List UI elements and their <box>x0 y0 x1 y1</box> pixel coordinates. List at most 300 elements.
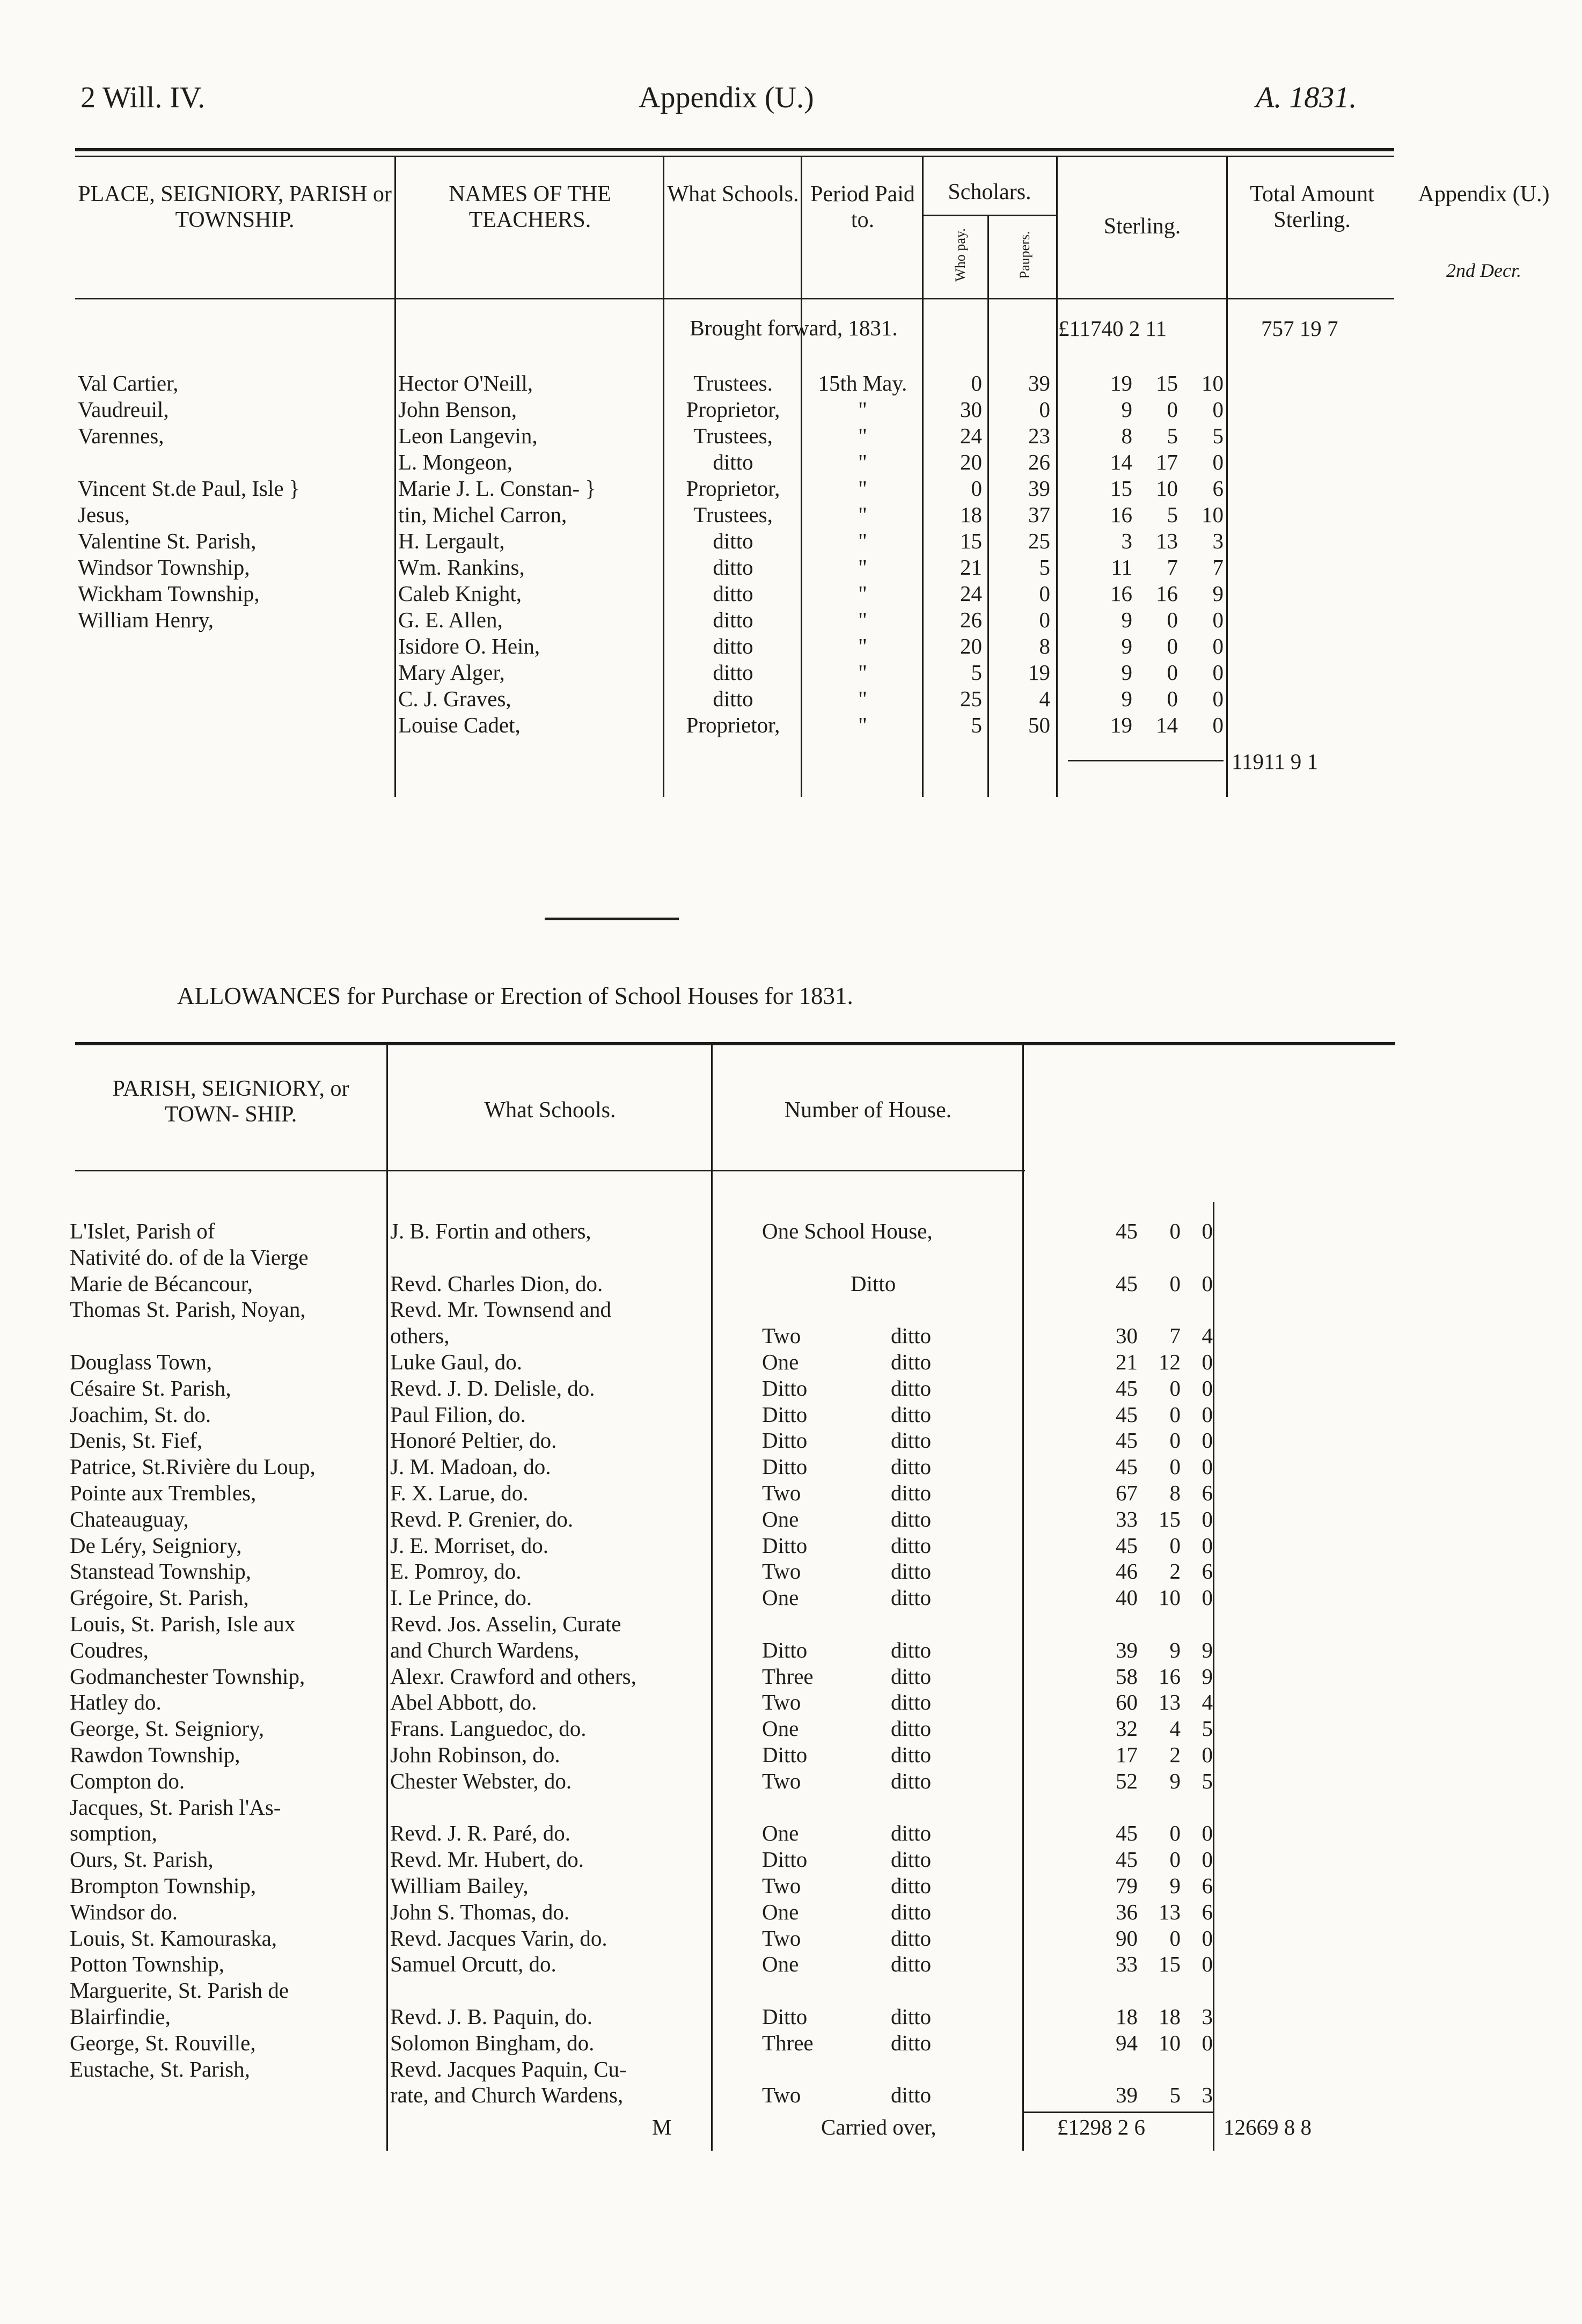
table1-cell-teacher: Caleb Knight, <box>398 581 522 606</box>
table1-cell-period: " <box>858 660 867 685</box>
allowance-cell-l: 67 <box>1116 1480 1138 1505</box>
table1-cell-place: Varennes, <box>78 423 164 448</box>
table1-cell-period: " <box>858 686 867 711</box>
allowance-cell-ditto: ditto <box>891 1663 932 1689</box>
allowance-cell-d: 0 <box>1202 1375 1213 1401</box>
allowance-cell-num: One <box>762 1952 799 1977</box>
allowance-cell-l: 39 <box>1116 2083 1138 2108</box>
allowance-cell-s: 0 <box>1169 1402 1181 1427</box>
table1-top-rule-thin <box>75 156 1394 157</box>
allowance-cell-school: Revd. Jacques Paquin, Cu- <box>390 2056 627 2081</box>
table1-cell-pau: 23 <box>1028 423 1050 448</box>
allowance-cell-parish: Patrice, St.Rivière du Loup, <box>70 1454 316 1479</box>
allowance-cell-s: 18 <box>1159 2004 1181 2029</box>
allowance-cell-num: One <box>762 1350 799 1374</box>
allowance-cell-l: 52 <box>1116 1768 1138 1793</box>
table1-cell-l: 19 <box>1110 371 1132 395</box>
allowance-cell-school: I. Le Prince, do. <box>390 1585 532 1610</box>
allowance-cell-school: E. Pomroy, do. <box>390 1559 522 1584</box>
table1-cell-teacher: C. J. Graves, <box>398 686 511 711</box>
allowance-cell-s: 0 <box>1169 1375 1181 1401</box>
table1-cell-school: Trustees. <box>693 371 773 395</box>
allowance-cell-parish: Windsor do. <box>70 1899 178 1924</box>
allowance-cell-parish: De Léry, Seigniory, <box>70 1533 242 1558</box>
allowance-cell-num: Two <box>762 2083 801 2108</box>
th-total: Total Amount Sterling. <box>1250 182 1374 232</box>
table1-cell-school: ditto <box>713 686 753 711</box>
table1-cell-l: 9 <box>1121 660 1132 685</box>
table1-cell-period: " <box>858 607 867 632</box>
allowance-cell-parish: Pointe aux Trembles, <box>70 1480 257 1505</box>
table1-cell-pau: 25 <box>1028 529 1050 553</box>
table1-cell-d: 3 <box>1212 529 1224 553</box>
table1-cell-pau: 8 <box>1039 634 1050 658</box>
table1-vrule <box>663 156 664 797</box>
table1-cell-who: 24 <box>960 423 982 448</box>
allowance-cell-l: 32 <box>1116 1716 1138 1741</box>
allowance-cell-school: Revd. P. Grenier, do. <box>390 1506 574 1531</box>
th-who-pay: Who pay. <box>953 228 968 282</box>
table1-cell-school: Proprietor, <box>686 476 780 501</box>
table1-cell-school: Proprietor, <box>686 397 780 422</box>
table1-cell-who: 0 <box>971 371 982 395</box>
allowance-cell-ditto: ditto <box>891 1533 932 1558</box>
allowance-cell-l: 40 <box>1116 1585 1138 1610</box>
table1-cell-d: 0 <box>1212 607 1224 632</box>
allowance-cell-d: 0 <box>1202 1506 1213 1531</box>
allowance-cell-d: 9 <box>1202 1663 1213 1689</box>
brought-forward-label: Brought forward, 1831. <box>690 316 898 340</box>
allowance-cell-num: Ditto <box>762 1742 808 1767</box>
allowance-cell-l: 46 <box>1116 1559 1138 1584</box>
table1-cell-s: 7 <box>1167 555 1178 580</box>
page-header-right: A. 1831. <box>1256 81 1357 114</box>
allowance-cell-school: Honoré Peltier, do. <box>390 1428 557 1453</box>
table1-cell-period: " <box>858 634 867 658</box>
allowance-cell-ditto: ditto <box>891 1899 932 1924</box>
table1-cell-who: 21 <box>960 555 982 580</box>
allowance-cell-school: Solomon Bingham, do. <box>390 2030 595 2055</box>
allowance-cell-l: 94 <box>1116 2030 1138 2055</box>
table1-cell-period: " <box>858 502 867 527</box>
allowances-vrule <box>1022 1045 1024 2151</box>
allowance-cell-parish: L'Islet, Parish of <box>70 1219 215 1243</box>
allowance-cell-school: Abel Abbott, do. <box>390 1690 537 1715</box>
table1-cell-teacher: Hector O'Neill, <box>398 371 533 395</box>
table1-cell-d: 0 <box>1212 397 1224 422</box>
signature-mark: M <box>652 2115 672 2139</box>
allowance-cell-num: Ditto <box>851 1271 896 1296</box>
table1-cell-who: 20 <box>960 450 982 474</box>
allowance-cell-ditto: ditto <box>891 2004 932 2029</box>
allowance-cell-l: 17 <box>1116 1742 1138 1767</box>
table1-cell-place: Vaudreuil, <box>78 397 169 422</box>
allowance-cell-ditto: ditto <box>891 1847 932 1872</box>
allowance-cell-school: Paul Filion, do. <box>390 1402 526 1427</box>
allowance-cell-s: 16 <box>1159 1663 1181 1689</box>
allowance-cell-d: 0 <box>1202 1585 1213 1610</box>
th-scholars: Scholars. <box>948 180 1031 204</box>
allowance-cell-num: Two <box>762 1559 801 1584</box>
allowance-cell-parish: Nativité do. of de la Vierge <box>70 1244 309 1270</box>
allowance-cell-l: 58 <box>1116 1663 1138 1689</box>
allowance-cell-school: Alexr. Crawford and others, <box>390 1663 636 1689</box>
allowance-cell-l: 45 <box>1116 1821 1138 1846</box>
table1-cell-l: 14 <box>1110 450 1132 474</box>
table1-cell-place: Val Cartier, <box>78 371 179 395</box>
allowance-cell-parish: Blairfindie, <box>70 2004 171 2029</box>
table1-cell-place: Vincent St.de Paul, Isle } <box>78 476 300 501</box>
allowance-cell-d: 0 <box>1202 1219 1213 1243</box>
allowance-cell-s: 5 <box>1169 2083 1181 2108</box>
allowance-cell-parish: somption, <box>70 1821 157 1846</box>
allowance-cell-d: 0 <box>1202 1402 1213 1427</box>
table1-cell-period: " <box>858 476 867 501</box>
allowance-cell-ditto: ditto <box>891 1428 932 1453</box>
th-teachers: NAMES OF THE TEACHERS. <box>449 182 611 232</box>
carried-over-sterling: £1298 2 6 <box>1057 2115 1145 2139</box>
table1-cell-d: 0 <box>1212 686 1224 711</box>
allowance-cell-l: 33 <box>1116 1952 1138 1977</box>
allowance-cell-d: 0 <box>1202 1742 1213 1767</box>
allowance-cell-s: 0 <box>1169 1925 1181 1951</box>
table1-cell-teacher: H. Lergault, <box>398 529 505 553</box>
allowance-cell-parish: Compton do. <box>70 1768 185 1793</box>
table1-cell-pau: 4 <box>1039 686 1050 711</box>
allowance-cell-school: Chester Webster, do. <box>390 1768 572 1793</box>
carried-over-label: Carried over, <box>821 2115 936 2139</box>
allowance-cell-parish: Césaire St. Parish, <box>70 1375 231 1401</box>
allowance-cell-school: Revd. J. B. Paquin, do. <box>390 2004 592 2029</box>
table1-cell-school: ditto <box>713 607 753 632</box>
allowance-cell-num: Two <box>762 1873 801 1898</box>
allowance-cell-ditto: ditto <box>891 1637 932 1662</box>
allowance-cell-num: Two <box>762 1925 801 1951</box>
table1-cell-l: 9 <box>1121 607 1132 632</box>
allowance-cell-ditto: ditto <box>891 1350 932 1374</box>
allowance-cell-ditto: ditto <box>891 1480 932 1505</box>
page-header-left: 2 Will. IV. <box>80 81 206 114</box>
table1-cell-l: 9 <box>1121 397 1132 422</box>
table1-cell-d: 0 <box>1212 660 1224 685</box>
allowance-cell-school: J. B. Fortin and others, <box>390 1219 591 1243</box>
table1-cell-s: 13 <box>1156 529 1178 553</box>
table1-cell-teacher: John Benson, <box>398 397 517 422</box>
allowance-cell-school: Revd. Mr. Townsend and <box>390 1297 612 1322</box>
table1-cell-l: 9 <box>1121 634 1132 658</box>
table1-cell-teacher: Wm. Rankins, <box>398 555 525 580</box>
allowance-cell-d: 0 <box>1202 1350 1213 1374</box>
table1-cell-place: Windsor Township, <box>78 555 250 580</box>
table1-cell-l: 16 <box>1110 502 1132 527</box>
allowance-cell-num: One <box>762 1585 799 1610</box>
allowance-cell-num: One <box>762 1899 799 1924</box>
table1-cell-who: 18 <box>960 502 982 527</box>
allowance-cell-l: 60 <box>1116 1690 1138 1715</box>
table1-cell-teacher: tin, Michel Carron, <box>398 502 567 527</box>
table1-cell-pau: 19 <box>1028 660 1050 685</box>
table1-cell-l: 3 <box>1121 529 1132 553</box>
allowance-cell-d: 3 <box>1202 2083 1213 2108</box>
allowance-cell-ditto: ditto <box>891 1559 932 1584</box>
allowances-vrule <box>711 1045 713 2151</box>
ath-schools: What Schools. <box>484 1098 616 1123</box>
allowance-cell-s: 9 <box>1169 1873 1181 1898</box>
allowance-cell-d: 4 <box>1202 1323 1213 1348</box>
allowance-cell-d: 6 <box>1202 1559 1213 1584</box>
table1-cell-school: ditto <box>713 450 753 474</box>
allowance-cell-s: 2 <box>1169 1742 1181 1767</box>
allowance-cell-num: One School House, <box>762 1219 933 1243</box>
table1-cell-teacher: Isidore O. Hein, <box>398 634 540 658</box>
allowance-cell-l: 33 <box>1116 1506 1138 1531</box>
allowance-cell-ditto: ditto <box>891 1454 932 1479</box>
allowance-cell-d: 3 <box>1202 2004 1213 2029</box>
allowance-cell-l: 45 <box>1116 1428 1138 1453</box>
table1-cell-teacher: Leon Langevin, <box>398 423 538 448</box>
allowance-cell-l: 79 <box>1116 1873 1138 1898</box>
allowance-cell-ditto: ditto <box>891 1821 932 1846</box>
table1-cell-l: 19 <box>1110 713 1132 737</box>
table1-cell-s: 5 <box>1167 502 1178 527</box>
table1-cell-school: Trustees, <box>693 423 773 448</box>
table1-cell-period: " <box>858 529 867 553</box>
table1-cell-pau: 0 <box>1039 581 1050 606</box>
allowance-cell-ditto: ditto <box>891 2030 932 2055</box>
allowance-cell-l: 39 <box>1116 1637 1138 1662</box>
th-appendix: Appendix (U.) <box>1418 182 1550 207</box>
allowance-cell-num: Three <box>762 1663 814 1689</box>
table1-cell-d: 5 <box>1212 423 1224 448</box>
allowance-cell-ditto: ditto <box>891 1323 932 1348</box>
table1-cell-place: Valentine St. Parish, <box>78 529 257 553</box>
allowance-cell-d: 6 <box>1202 1873 1213 1898</box>
table1-cell-teacher: G. E. Allen, <box>398 607 503 632</box>
table1-cell-s: 0 <box>1167 686 1178 711</box>
scholars-subrule <box>923 215 1056 216</box>
table1-cell-who: 25 <box>960 686 982 711</box>
allowance-cell-parish: Louis, St. Parish, Isle aux <box>70 1611 296 1636</box>
allowance-cell-school: Revd. Charles Dion, do. <box>390 1271 603 1296</box>
table1-cell-teacher: L. Mongeon, <box>398 450 512 474</box>
allowance-cell-s: 0 <box>1169 1821 1181 1846</box>
th-sterling: Sterling. <box>1103 214 1181 239</box>
allowance-cell-ditto: ditto <box>891 2083 932 2108</box>
allowance-cell-parish: George, St. Rouville, <box>70 2030 256 2055</box>
table1-cell-who: 15 <box>960 529 982 553</box>
allowance-cell-ditto: ditto <box>891 1952 932 1977</box>
table1-cell-school: ditto <box>713 581 753 606</box>
allowance-cell-num: Two <box>762 1768 801 1793</box>
allowance-cell-school: Revd. J. R. Paré, do. <box>390 1821 570 1846</box>
allowance-cell-d: 6 <box>1202 1899 1213 1924</box>
allowance-cell-num: Two <box>762 1690 801 1715</box>
allowance-cell-num: One <box>762 1716 799 1741</box>
table1-cell-pau: 39 <box>1028 371 1050 395</box>
allowance-cell-d: 5 <box>1202 1716 1213 1741</box>
allowance-cell-num: Two <box>762 1480 801 1505</box>
table1-cell-place: Wickham Township, <box>78 581 260 606</box>
table1-cell-l: 15 <box>1110 476 1132 501</box>
table1-cell-who: 30 <box>960 397 982 422</box>
table1-cell-d: 0 <box>1212 634 1224 658</box>
table1-cell-l: 8 <box>1121 423 1132 448</box>
allowance-cell-l: 21 <box>1116 1350 1138 1374</box>
table1-cell-school: Trustees, <box>693 502 773 527</box>
carried-over-rule <box>1022 2112 1213 2113</box>
table1-cell-pau: 50 <box>1028 713 1050 737</box>
table1-cell-s: 0 <box>1167 660 1178 685</box>
table1-cell-s: 16 <box>1156 581 1178 606</box>
allowance-cell-parish: Denis, St. Fief, <box>70 1428 203 1453</box>
allowance-cell-d: 0 <box>1202 1533 1213 1558</box>
table1-cell-l: 9 <box>1121 686 1132 711</box>
allowance-cell-s: 0 <box>1169 1271 1181 1296</box>
table1-cell-d: 10 <box>1202 371 1224 395</box>
allowance-cell-school: F. X. Larue, do. <box>390 1480 529 1505</box>
allowance-cell-parish: Coudres, <box>70 1637 149 1662</box>
allowance-cell-school: Revd. Mr. Hubert, do. <box>390 1847 584 1872</box>
allowance-cell-ditto: ditto <box>891 1716 932 1741</box>
allowance-cell-l: 45 <box>1116 1454 1138 1479</box>
allowance-cell-num: Three <box>762 2030 814 2055</box>
allowance-cell-ditto: ditto <box>891 1375 932 1401</box>
table1-cell-period: " <box>858 450 867 474</box>
allowances-top-rule <box>75 1042 1395 1045</box>
table1-cell-s: 17 <box>1156 450 1178 474</box>
table1-cell-teacher: Marie J. L. Constan- } <box>398 476 596 501</box>
allowance-cell-parish: Eustache, St. Parish, <box>70 2056 250 2081</box>
allowance-cell-ditto: ditto <box>891 1925 932 1951</box>
allowance-cell-l: 45 <box>1116 1271 1138 1296</box>
ath-number: Number of House. <box>784 1098 952 1123</box>
th-schools: What Schools. <box>667 182 799 207</box>
table1-cell-who: 0 <box>971 476 982 501</box>
allowance-cell-l: 45 <box>1116 1402 1138 1427</box>
allowance-cell-ditto: ditto <box>891 1506 932 1531</box>
allowance-cell-s: 15 <box>1159 1506 1181 1531</box>
allowance-cell-parish: George, St. Seigniory, <box>70 1716 265 1741</box>
table1-total: 11911 9 1 <box>1232 749 1318 774</box>
allowance-cell-s: 0 <box>1169 1533 1181 1558</box>
allowance-cell-num: Ditto <box>762 1454 808 1479</box>
allowance-cell-school: Samuel Orcutt, do. <box>390 1952 556 1977</box>
allowance-cell-num: One <box>762 1506 799 1531</box>
allowance-cell-num: One <box>762 1821 799 1846</box>
allowance-cell-d: 0 <box>1202 1847 1213 1872</box>
table1-cell-s: 10 <box>1156 476 1178 501</box>
table1-cell-s: 0 <box>1167 607 1178 632</box>
allowance-cell-school: Revd. Jacques Varin, do. <box>390 1925 607 1951</box>
allowance-cell-d: 0 <box>1202 1821 1213 1846</box>
table1-cell-s: 15 <box>1156 371 1178 395</box>
allowance-cell-l: 45 <box>1116 1533 1138 1558</box>
ath-parish: PARISH, SEIGNIORY, or TOWN- SHIP. <box>112 1076 349 1127</box>
allowance-cell-num: Ditto <box>762 1637 808 1662</box>
allowance-cell-s: 12 <box>1159 1350 1181 1374</box>
allowance-cell-s: 10 <box>1159 1585 1181 1610</box>
table1-cell-pau: 5 <box>1039 555 1050 580</box>
table1-top-rule <box>75 148 1394 151</box>
allowance-cell-school: William Bailey, <box>390 1873 529 1898</box>
allowance-cell-ditto: ditto <box>891 1742 932 1767</box>
table1-cell-place: William Henry, <box>78 607 214 632</box>
allowance-cell-d: 4 <box>1202 1690 1213 1715</box>
table1-cell-d: 0 <box>1212 450 1224 474</box>
th-paupers: Paupers. <box>1017 231 1032 279</box>
table1-cell-school: ditto <box>713 634 753 658</box>
table1-cell-s: 5 <box>1167 423 1178 448</box>
table1-cell-who: 5 <box>971 660 982 685</box>
table1-cell-d: 9 <box>1212 581 1224 606</box>
allowance-cell-d: 0 <box>1202 1925 1213 1951</box>
allowance-cell-s: 7 <box>1169 1323 1181 1348</box>
allowance-cell-s: 9 <box>1169 1768 1181 1793</box>
table1-cell-who: 26 <box>960 607 982 632</box>
allowance-cell-s: 0 <box>1169 1219 1181 1243</box>
allowance-cell-d: 0 <box>1202 1428 1213 1453</box>
table1-cell-d: 0 <box>1212 713 1224 737</box>
table1-cell-pau: 39 <box>1028 476 1050 501</box>
allowance-cell-s: 9 <box>1169 1637 1181 1662</box>
table1-cell-l: 16 <box>1110 581 1132 606</box>
allowance-cell-d: 5 <box>1202 1768 1213 1793</box>
allowance-cell-school: rate, and Church Wardens, <box>390 2083 624 2108</box>
allowance-cell-school: Revd. J. D. Delisle, do. <box>390 1375 595 1401</box>
allowance-cell-parish: Stanstead Township, <box>70 1559 252 1584</box>
allowance-cell-l: 45 <box>1116 1375 1138 1401</box>
table1-cell-period: " <box>858 397 867 422</box>
table1-cell-pau: 37 <box>1028 502 1050 527</box>
table1-cell-period: " <box>858 581 867 606</box>
table1-cell-school: ditto <box>713 660 753 685</box>
allowance-cell-num: Ditto <box>762 1375 808 1401</box>
allowance-cell-school: J. E. Morriset, do. <box>390 1533 548 1558</box>
table1-cell-l: 11 <box>1111 555 1132 580</box>
allowance-cell-school: others, <box>390 1323 450 1348</box>
table1-cell-period: 15th May. <box>818 371 907 395</box>
table1-cell-d: 10 <box>1202 502 1224 527</box>
allowance-cell-ditto: ditto <box>891 1873 932 1898</box>
allowance-cell-parish: Brompton Township, <box>70 1873 257 1898</box>
allowance-cell-parish: Marie de Bécancour, <box>70 1271 253 1296</box>
allowance-cell-d: 0 <box>1202 1952 1213 1977</box>
table1-cell-s: 0 <box>1167 634 1178 658</box>
allowance-cell-school: John S. Thomas, do. <box>390 1899 570 1924</box>
table1-cell-who: 20 <box>960 634 982 658</box>
allowance-cell-parish: Douglass Town, <box>70 1350 213 1374</box>
allowance-cell-d: 9 <box>1202 1637 1213 1662</box>
allowance-cell-school: Revd. Jos. Asselin, Curate <box>390 1611 621 1636</box>
allowance-cell-parish: Louis, St. Kamouraska, <box>70 1925 277 1951</box>
table1-cell-period: " <box>858 713 867 737</box>
allowance-cell-num: Ditto <box>762 1847 808 1872</box>
table1-cell-s: 14 <box>1156 713 1178 737</box>
allowance-cell-s: 8 <box>1169 1480 1181 1505</box>
th-period: Period Paid to. <box>810 182 915 232</box>
allowance-cell-parish: Jacques, St. Parish l'As- <box>70 1794 281 1820</box>
allowance-cell-school: John Robinson, do. <box>390 1742 560 1767</box>
section-separator <box>545 918 679 920</box>
table1-vrule <box>801 156 802 797</box>
allowance-cell-l: 36 <box>1116 1899 1138 1924</box>
table1-cell-school: ditto <box>713 555 753 580</box>
table1-cell-school: Proprietor, <box>686 713 780 737</box>
allowance-cell-s: 13 <box>1159 1690 1181 1715</box>
allowance-cell-school: J. M. Madoan, do. <box>390 1454 551 1479</box>
table1-cell-school: ditto <box>713 529 753 553</box>
brought-forward-sterling: £11740 2 11 <box>1058 316 1167 341</box>
